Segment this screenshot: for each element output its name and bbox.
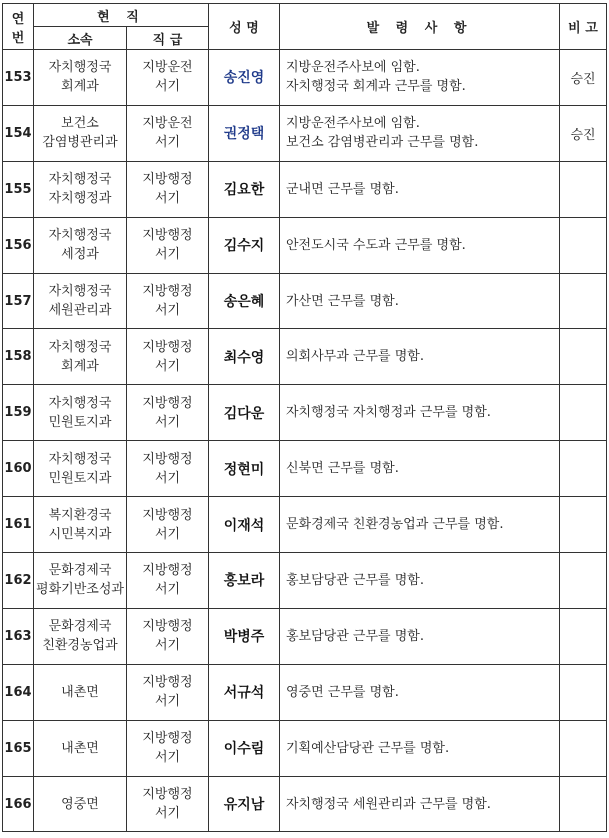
row-department	[34, 329, 127, 385]
rank-line-1: 지방행정	[142, 675, 193, 691]
order-line-2: 보건소 감염병관리과 근무를 명함.	[286, 135, 479, 151]
row-note	[560, 608, 607, 664]
rank-line-1: 지방행정	[142, 339, 193, 355]
row-number: 158	[3, 329, 34, 385]
order-line-1: 자치행정국 세원관리과 근무를 명함.	[286, 796, 491, 812]
row-order	[280, 161, 560, 217]
row-note	[560, 441, 607, 497]
department-line-2: 친환경농업과	[42, 638, 118, 654]
row-department	[34, 217, 127, 273]
department-line-2: 감염병관리과	[42, 135, 118, 151]
row-number: 156	[3, 217, 34, 273]
order-line-1: 안전도시국 수도과 근무를 명함.	[286, 237, 466, 253]
rank-line-2: 서기	[154, 694, 181, 710]
table-row	[3, 385, 607, 441]
department-line-1: 자치행정국	[48, 228, 112, 244]
row-name: 정현미	[209, 441, 280, 497]
row-note	[560, 329, 607, 385]
order-line-1: 신북면 근무를 명함.	[286, 461, 399, 477]
rank-line-2: 서기	[154, 526, 181, 542]
row-number: 166	[3, 776, 34, 832]
department-line-2: 세원관리과	[48, 303, 112, 318]
order-line-1: 기획예산담당관 근무를 명함.	[286, 740, 450, 756]
row-note: 승진	[560, 105, 607, 161]
table-row	[3, 273, 607, 329]
rank-line-2: 서기	[154, 638, 181, 654]
rank-line-1: 지방행정	[142, 507, 193, 523]
department-line-2: 평화기반조성과	[36, 582, 124, 598]
row-order	[280, 273, 560, 329]
row-rank	[127, 608, 209, 664]
row-department	[34, 608, 127, 664]
table-row	[3, 217, 607, 273]
department-line-2: 민원토지과	[48, 414, 112, 430]
row-rank	[127, 385, 209, 441]
department-line-1: 내촌면	[61, 740, 99, 756]
department-line-2: 회계과	[61, 358, 99, 374]
row-name: 유지남	[209, 776, 280, 832]
row-order	[280, 50, 560, 106]
department-line-1: 자치행정국	[48, 172, 112, 188]
table-row	[3, 441, 607, 497]
row-number: 161	[3, 497, 34, 553]
row-name: 최수영	[209, 329, 280, 385]
row-note	[560, 497, 607, 553]
rank-line-2: 서기	[154, 806, 181, 822]
row-order	[280, 720, 560, 776]
row-number: 164	[3, 664, 34, 720]
row-name: 이수림	[209, 720, 280, 776]
department-line-2: 자치행정과	[48, 191, 112, 207]
header-note: 비 고	[560, 4, 607, 50]
row-note: 승진	[560, 50, 607, 106]
rank-line-1: 지방행정	[142, 563, 193, 579]
row-rank	[127, 441, 209, 497]
department-line-1: 보건소	[61, 116, 99, 132]
row-department	[34, 553, 127, 609]
table-row	[3, 105, 607, 161]
header-rank: 직 급	[127, 27, 209, 50]
row-rank	[127, 50, 209, 106]
personnel-order-table	[2, 3, 607, 832]
header-dept: 소속	[34, 27, 127, 50]
row-name: 송은혜	[209, 273, 280, 329]
rank-line-1: 지방행정	[142, 451, 193, 467]
row-note	[560, 217, 607, 273]
table-row	[3, 553, 607, 609]
rank-line-2: 서기	[154, 303, 181, 318]
order-line-1: 자치행정국 자치행정과 근무를 명함.	[286, 405, 491, 421]
department-line-2: 민원토지과	[48, 470, 112, 486]
rank-line-1: 지방행정	[142, 228, 193, 244]
rank-line-2: 서기	[154, 247, 181, 263]
department-line-2: 시민복지과	[48, 526, 112, 542]
row-rank	[127, 497, 209, 553]
row-rank	[127, 720, 209, 776]
row-name: 홍보라	[209, 553, 280, 609]
department-line-1: 자치행정국	[48, 339, 112, 355]
rank-line-2: 서기	[154, 135, 181, 151]
row-order	[280, 105, 560, 161]
row-name: 권정택	[209, 105, 280, 161]
row-number: 155	[3, 161, 34, 217]
row-department	[34, 776, 127, 832]
row-department	[34, 441, 127, 497]
row-order	[280, 441, 560, 497]
row-number: 154	[3, 105, 34, 161]
order-line-1: 의회사무과 근무를 명함.	[286, 349, 424, 365]
row-note	[560, 553, 607, 609]
row-rank	[127, 161, 209, 217]
row-number: 160	[3, 441, 34, 497]
rank-line-2: 서기	[154, 191, 181, 207]
row-department	[34, 385, 127, 441]
row-rank	[127, 105, 209, 161]
order-line-1: 지방운전주사보에 임함.	[286, 116, 420, 132]
row-order	[280, 329, 560, 385]
header-no	[3, 4, 34, 50]
row-name: 서규석	[209, 664, 280, 720]
rank-line-2: 서기	[154, 470, 181, 486]
row-rank	[127, 217, 209, 273]
order-line-2: 자치행정국 회계과 근무를 명함.	[286, 79, 466, 95]
rank-line-1: 지방행정	[142, 172, 193, 188]
department-line-1: 영중면	[61, 796, 99, 812]
row-name: 박병주	[209, 608, 280, 664]
row-order	[280, 217, 560, 273]
order-line-1: 문화경제국 친환경농업과 근무를 명함.	[286, 517, 504, 533]
department-line-1: 복지환경국	[48, 507, 112, 523]
row-number: 153	[3, 50, 34, 106]
rank-line-1: 지방운전	[142, 116, 193, 132]
row-name: 김수지	[209, 217, 280, 273]
table-row	[3, 608, 607, 664]
table-row	[3, 776, 607, 832]
department-line-1: 자치행정국	[48, 395, 112, 411]
row-note	[560, 664, 607, 720]
rank-line-1: 지방행정	[142, 395, 193, 411]
row-order	[280, 553, 560, 609]
rank-line-1: 지방행정	[142, 284, 193, 299]
row-rank	[127, 553, 209, 609]
row-name: 이재석	[209, 497, 280, 553]
rank-line-2: 서기	[154, 750, 181, 766]
order-line-1: 영중면 근무를 명함.	[286, 684, 399, 700]
rank-line-2: 서기	[154, 79, 181, 95]
header-no-bottom: 번	[11, 30, 25, 46]
row-order	[280, 608, 560, 664]
row-name: 송진영	[209, 50, 280, 106]
row-order	[280, 664, 560, 720]
row-order	[280, 776, 560, 832]
row-number: 157	[3, 273, 34, 329]
table-body	[3, 50, 607, 832]
row-order	[280, 497, 560, 553]
row-rank	[127, 273, 209, 329]
row-order	[280, 385, 560, 441]
table-row	[3, 720, 607, 776]
row-name: 김요한	[209, 161, 280, 217]
rank-line-1: 지방운전	[142, 60, 193, 76]
department-line-1: 문화경제국	[48, 619, 112, 635]
row-department	[34, 273, 127, 329]
department-line-1: 문화경제국	[48, 563, 112, 579]
order-line-1: 지방운전주사보에 임함.	[286, 60, 420, 76]
row-department	[34, 105, 127, 161]
rank-line-1: 지방행정	[142, 787, 193, 803]
header-order: 발 령 사 항	[280, 4, 560, 50]
row-rank	[127, 664, 209, 720]
row-department	[34, 497, 127, 553]
row-rank	[127, 776, 209, 832]
department-line-1: 내촌면	[61, 684, 99, 700]
row-department	[34, 720, 127, 776]
header-name: 성 명	[209, 4, 280, 50]
order-line-1: 가산면 근무를 명함.	[286, 293, 399, 309]
department-line-1: 자치행정국	[48, 60, 112, 76]
department-line-1: 자치행정국	[48, 451, 112, 467]
department-line-1: 자치행정국	[48, 284, 112, 299]
order-line-1: 홍보담당관 근무를 명함.	[286, 628, 424, 644]
rank-line-1: 지방행정	[142, 731, 193, 747]
row-note	[560, 161, 607, 217]
rank-line-2: 서기	[154, 582, 181, 598]
row-note	[560, 273, 607, 329]
table-row	[3, 329, 607, 385]
rank-line-2: 서기	[154, 414, 181, 430]
header-no-top: 연	[11, 11, 25, 27]
row-note	[560, 720, 607, 776]
row-number: 163	[3, 608, 34, 664]
rank-line-1: 지방행정	[142, 619, 193, 635]
row-number: 159	[3, 385, 34, 441]
row-note	[560, 385, 607, 441]
row-department	[34, 50, 127, 106]
rank-line-2: 서기	[154, 358, 181, 374]
order-line-1: 홍보담당관 근무를 명함.	[286, 572, 424, 588]
row-department	[34, 664, 127, 720]
department-line-2: 세정과	[61, 247, 99, 263]
row-name: 김다운	[209, 385, 280, 441]
table-row	[3, 497, 607, 553]
row-number: 162	[3, 553, 34, 609]
row-rank	[127, 329, 209, 385]
table-row	[3, 161, 607, 217]
order-line-1: 군내면 근무를 명함.	[286, 181, 399, 197]
table-row	[3, 664, 607, 720]
department-line-2: 회계과	[61, 79, 99, 95]
row-number: 165	[3, 720, 34, 776]
table-row	[3, 50, 607, 106]
row-department	[34, 161, 127, 217]
header-current-position: 현 직	[34, 4, 209, 27]
row-note	[560, 776, 607, 832]
